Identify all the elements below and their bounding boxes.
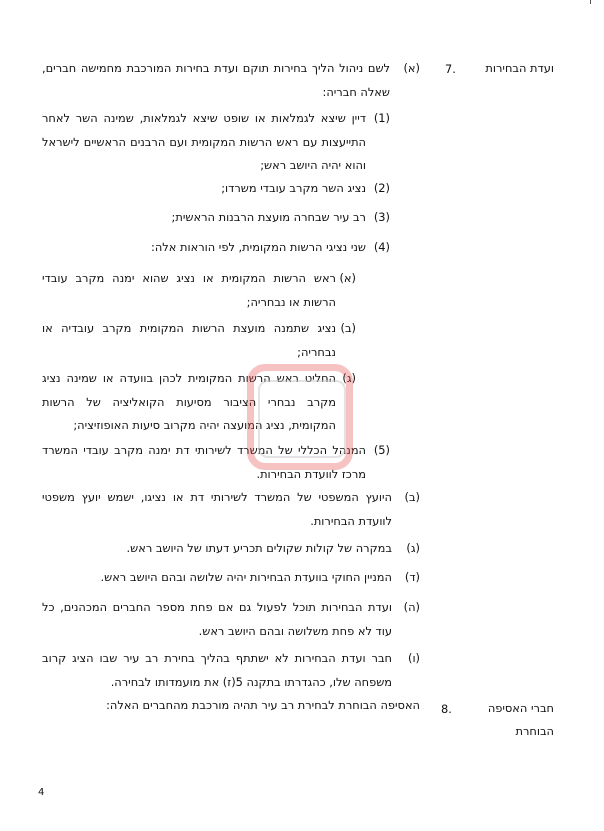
clause-marker: (א)	[339, 271, 356, 285]
clause-text: לשם ניהול הליך בחירות תוקם ועדת בחירות המורכבת מחמישה חברים, שאלה חבריה:	[42, 61, 390, 99]
clause-text: ועדת הבחירות תוכל לפעול גם אם פחת מספר החברים המכהנים, כל עוד לא פחת משלושה ובהם היושב ראש.	[42, 600, 392, 638]
section-8-text: האסיפה הבוחרת לבחירת רב עיר תהיה מורכבת מהחברים האלה:	[106, 698, 420, 712]
clause-text: המניין החוקי בוועדת הבחירות יהיה שלושה ובהם היושב ראש.	[100, 570, 392, 584]
section-7-number: 7.	[445, 62, 456, 76]
watermark-inner	[258, 380, 346, 458]
clause-text: נציג שתמנה מועצת הרשות המקומית מקרב עובדיה או נבחריה;	[42, 321, 336, 359]
clause-marker: (1)	[373, 111, 390, 125]
clause-text: נציג השר מקרב עובדי משרדו;	[221, 181, 366, 195]
clause-marker: (א)	[403, 61, 420, 75]
clause-marker: (2)	[373, 181, 390, 195]
clause-marker: (3)	[373, 210, 390, 224]
clause-text: שני נציגי הרשות המקומית, לפי הוראות אלה:	[151, 240, 366, 254]
clause-text: רב עיר שבחרה מועצת הרבנות הראשית;	[171, 210, 366, 224]
clause-marker: (ג)	[342, 371, 356, 385]
clause-text: דיין שיצא לגמלאות או שופט שיצא לגמלאות, שמינה השר לאחר התייעצות עם ראש הרשות המקומית ועם הרבנים הראשיים לישראל והוא יהיה היושב ראש;	[42, 111, 366, 172]
clause-marker: (ב)	[340, 321, 356, 335]
section-8-number: 8.	[441, 702, 452, 716]
section-8-side-title: חברי האסיפה הבוחרת	[487, 701, 554, 738]
clause-text: במקרה של קולות שקולים תכריע דעתו של היושב ראש.	[126, 541, 392, 555]
clause-marker: (ה)	[403, 600, 420, 614]
clause-marker: (ד)	[404, 570, 420, 584]
page-edge-mark	[590, 0, 591, 4]
clause-marker: (ב)	[404, 490, 420, 504]
clause-text: החליט ראש הרשות המקומית לכהן בוועדה או שמינה נציג מקרב נבחרי הציבור מסיעות הקואליציה של הרשות המקומית, נציג המועצה יהיה מקרוב סיעות האופוזיציה;	[42, 371, 336, 432]
page-number: 4	[38, 787, 45, 798]
clause-text: ראש הרשות המקומית או נציג שהוא ימנה מקרב עובדי הרשות או נבחריה;	[42, 271, 336, 309]
clause-marker: (ג)	[406, 541, 420, 555]
clause-text: חבר ועדת הבחירות לא ישתתף בהליך בחירת רב עיר שבו הציג קרוב משפחה שלו, כהגדרתו בתקנה 5(ז) את מועמדותו לבחירה.	[42, 651, 392, 689]
clause-text: היועץ המשפטי של המשרד לשירותי דת או נציגו, ישמש יועץ משפטי לוועדת הבחירות.	[42, 490, 392, 528]
clause-marker: (4)	[373, 240, 390, 254]
clause-marker: (ו)	[408, 651, 420, 665]
clause-text: המנהל הכללי של המשרד לשירותי דת ימנה מקרב עובדי המשרד מרכז לוועדת הבחירות.	[42, 443, 366, 481]
section-7-side-title: ועדת הבחירות	[485, 61, 554, 75]
clause-marker: (5)	[373, 443, 390, 457]
